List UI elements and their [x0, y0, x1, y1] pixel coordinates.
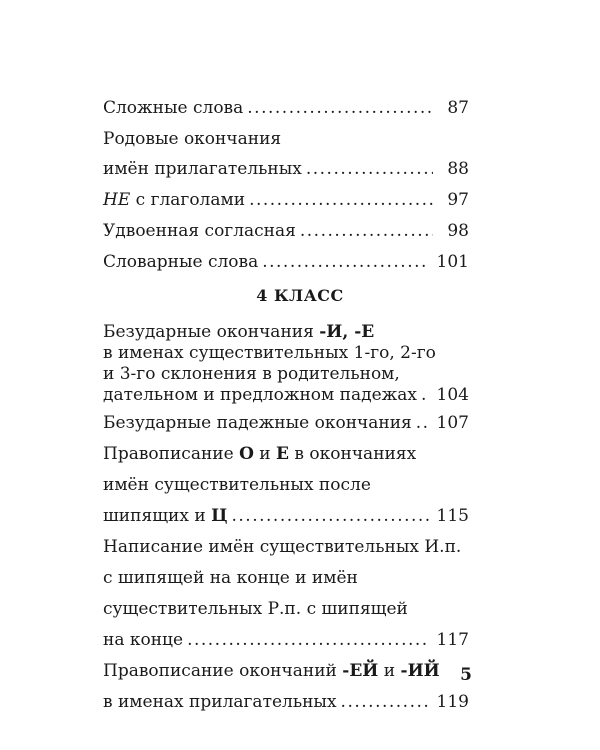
- toc-entry-page: 97: [447, 190, 469, 210]
- toc-entry-title: Сложные слова: [103, 98, 244, 118]
- toc-title-bold: Ц: [211, 506, 228, 526]
- page-number: 5: [460, 665, 472, 685]
- toc-entry[interactable]: [103, 385, 469, 406]
- toc-entry-title-line[interactable]: с шипящей на конце и имён: [103, 568, 358, 588]
- toc-entry[interactable]: [103, 190, 469, 210]
- toc-title-text: Правописание: [103, 444, 240, 464]
- toc-entry-title-line[interactable]: имён существительных после: [103, 475, 371, 495]
- toc-entry-title-line[interactable]: в именах существительных 1-го, 2-го: [103, 343, 436, 363]
- dot-leader: [262, 252, 428, 272]
- dot-leader: [421, 385, 429, 406]
- section-heading: 4 КЛАСС: [256, 286, 344, 305]
- toc-bottom: [103, 322, 469, 713]
- dot-leader: [416, 413, 429, 434]
- dot-leader: [247, 98, 433, 118]
- toc-entry-title: Безударные падежные окончания: [103, 413, 412, 433]
- toc-title-bold: Е: [276, 444, 290, 464]
- toc-entry-title: в именах прилагательных: [103, 692, 337, 712]
- toc-entry-page: 87: [447, 98, 469, 118]
- dot-leader: [232, 506, 429, 527]
- toc-entry-title-line[interactable]: и 3-го склонения в родительном,: [103, 364, 400, 384]
- toc-title-text: и: [253, 444, 277, 464]
- toc-entry-page: 88: [447, 159, 469, 179]
- toc-title-text: Безударные окончания: [103, 322, 320, 342]
- toc-entry[interactable]: [103, 159, 469, 179]
- toc-entry[interactable]: [103, 221, 469, 241]
- toc-title-bold: -ИЙ: [400, 661, 440, 681]
- toc-entry-page: 115: [436, 506, 469, 526]
- toc-entry-title: на конце: [103, 630, 184, 650]
- toc-title-text: в окончаниях: [289, 444, 417, 464]
- toc-title-bold: -ЕЙ: [342, 661, 379, 681]
- toc-top: [103, 98, 469, 272]
- toc-entry-title-line[interactable]: [103, 322, 469, 343]
- dot-leader: [306, 159, 433, 179]
- toc-title-bold: -И, -Е: [319, 322, 375, 342]
- toc-entry-title: [103, 190, 245, 210]
- toc-entry-page: 107: [436, 413, 469, 433]
- toc-title-text: и: [378, 661, 401, 681]
- toc-entry-page: 119: [436, 692, 469, 712]
- toc-entry-title-line[interactable]: [103, 661, 469, 682]
- dot-leader: [300, 221, 433, 241]
- dot-leader: [187, 630, 428, 651]
- toc-entry-title-line[interactable]: Написание имён существительных И.п.: [103, 537, 462, 557]
- toc-entry-title-line[interactable]: Родовые окончания: [103, 129, 282, 149]
- toc-entry-page: 104: [436, 385, 469, 405]
- toc-entry-title: Удвоенная согласная: [103, 221, 296, 241]
- toc-entry[interactable]: [103, 98, 469, 118]
- toc-entry-page: 101: [436, 252, 469, 272]
- toc-entry-title: [103, 506, 228, 527]
- toc-title-italic: НЕ: [103, 190, 131, 210]
- toc-entry[interactable]: [103, 252, 469, 272]
- toc-entry[interactable]: [103, 413, 469, 434]
- dot-leader: [249, 190, 433, 210]
- toc-entry[interactable]: [103, 506, 469, 527]
- toc-entry-page: 98: [447, 221, 469, 241]
- toc-title-text: Правописание окончаний: [103, 661, 343, 681]
- toc-title-text: шипящих и: [103, 506, 212, 526]
- toc-entry-title: имён прилагательных: [103, 159, 302, 179]
- toc-entry[interactable]: [103, 692, 469, 713]
- toc-title-bold: О: [239, 444, 254, 464]
- toc-entry-title: Словарные слова: [103, 252, 259, 272]
- dot-leader: [341, 692, 429, 713]
- toc-entry-title: дательном и предложном падежах: [103, 385, 418, 405]
- toc-entry-title-line[interactable]: существительных Р.п. с шипящей: [103, 599, 408, 619]
- toc-entry-title-line[interactable]: [103, 444, 469, 465]
- toc-entry[interactable]: [103, 630, 469, 651]
- toc-entry-page: 117: [436, 630, 469, 650]
- toc-title-text: с глаголами: [130, 190, 246, 210]
